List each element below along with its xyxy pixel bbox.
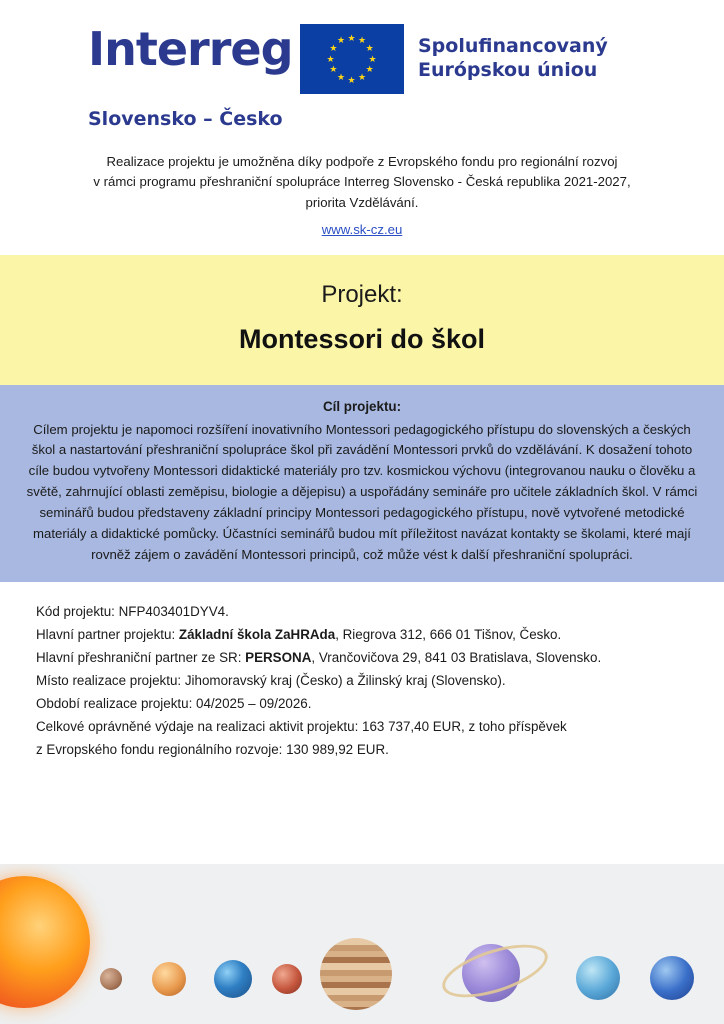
intro-line-1: Realizace projektu je umožněna díky podpoře z Evropského fondu pro regionální rozvoj (106, 154, 618, 169)
neptune-planet (650, 956, 694, 1000)
detail-budget-line2: z Evropského fondu regionálního rozvoje: 130 989,92 EUR. (36, 741, 389, 757)
mars-planet (272, 964, 302, 994)
eu-star-icon: ★ (347, 32, 356, 43)
detail-cross-partner-rest: , Vrančovičova 29, 841 03 Bratislava, Slovensko. (311, 649, 602, 665)
eu-funding-text (418, 35, 608, 83)
intro-paragraph (0, 152, 724, 241)
eu-star-icon: ★ (347, 74, 356, 85)
uranus-planet (576, 956, 620, 1000)
intro-line-3: priorita Vzdělávání. (305, 194, 419, 210)
intro-line-2: v rámci programu přeshraniční spolupráce Interreg Slovensko - Česká republika 2021-2027, (93, 174, 631, 190)
earth-planet (214, 960, 252, 998)
detail-period: Období realizace projektu: 04/2025 – 09/2026. (36, 695, 312, 711)
interreg-logo (0, 14, 300, 76)
region-subtitle: Slovensko – Česko (88, 108, 283, 130)
eu-star-icon: ★ (365, 64, 374, 74)
solar-system-illustration (0, 864, 724, 1024)
eu-star-icon: ★ (329, 43, 338, 53)
sun-planet (0, 876, 90, 1008)
detail-main-partner (36, 623, 688, 646)
interreg-logo-text: Interreg (88, 22, 293, 76)
mercury-planet (100, 968, 122, 990)
detail-cross-partner (36, 646, 688, 669)
eu-star-icon: ★ (337, 35, 346, 46)
program-url-row (48, 220, 676, 240)
detail-main-partner-label: Hlavní partner projektu: (36, 626, 179, 642)
detail-cross-partner-label: Hlavní přeshraniční partner ze SR: (36, 649, 246, 665)
eu-flag-icon (300, 24, 404, 94)
eu-star-icon: ★ (358, 35, 367, 46)
project-label: Projekt: (321, 280, 403, 308)
eu-star-icon: ★ (326, 53, 335, 64)
program-url-link[interactable]: www.sk-cz.eu (321, 222, 403, 238)
project-goal-band (0, 385, 724, 582)
eu-funding-line1: Spolufinancovaný (418, 35, 608, 58)
eu-star-icon: ★ (368, 53, 377, 64)
eu-funding-line2: Európskou úniou (418, 59, 598, 81)
detail-place: Místo realizace projektu: Jihomoravský kraj (Česko) a Žilinský kraj (Slovensko). (36, 672, 506, 688)
detail-code-value: NFP403401DYV4. (118, 603, 229, 619)
header (0, 0, 724, 94)
detail-main-partner-rest: , Riegrova 312, 666 01 Tišnov, Česko. (335, 626, 562, 642)
project-details (0, 582, 724, 761)
eu-emblem-block (300, 14, 608, 94)
detail-cross-partner-name: PERSONA (245, 649, 312, 665)
goal-heading: Cíl projektu: (322, 398, 402, 414)
venus-planet (152, 962, 186, 996)
detail-code (36, 600, 688, 623)
project-title-band (0, 255, 724, 385)
eu-star-icon: ★ (358, 71, 367, 82)
eu-star-icon: ★ (329, 64, 338, 74)
goal-text: Cílem projektu je napomoci rozšíření inovativního Montessori pedagogického přístupu do slovenských a českých škol a nastartování přeshraniční spolupráce škol při zavádění Montessori prvků do vzdělávání. K dosažení tohoto cíle budou vytvořeny Montessori didaktické materiály pro tzv. kosmickou výchovu (integrovanou nauku o člověku a světě, zahrnující oblasti zeměpisu, biologie a dějepisu) a uspořádány semináře pro učitele základních škol. V rámci seminářů budou představeny základní principy Montessori pedagogického přístupu, nově vytvořené metodické materiály a didaktické pomůcky. Účastníci seminářů budou mít příležitost navázat kontakty se školami, které mají rovněž zájem o zavádění Montessori principů, což může vést k další přeshraniční spolupráci. (26, 421, 698, 562)
project-title: Montessori do škol (238, 323, 486, 354)
detail-code-label: Kód projektu: (36, 603, 119, 619)
detail-main-partner-name: Základní škola ZaHRAda (178, 626, 336, 642)
eu-star-icon: ★ (365, 43, 374, 53)
eu-star-icon: ★ (337, 71, 346, 82)
jupiter-planet (320, 938, 392, 1010)
detail-budget-line1: Celkové oprávněné výdaje na realizaci aktivit projektu: 163 737,40 EUR, z toho příspěvek (36, 718, 567, 734)
